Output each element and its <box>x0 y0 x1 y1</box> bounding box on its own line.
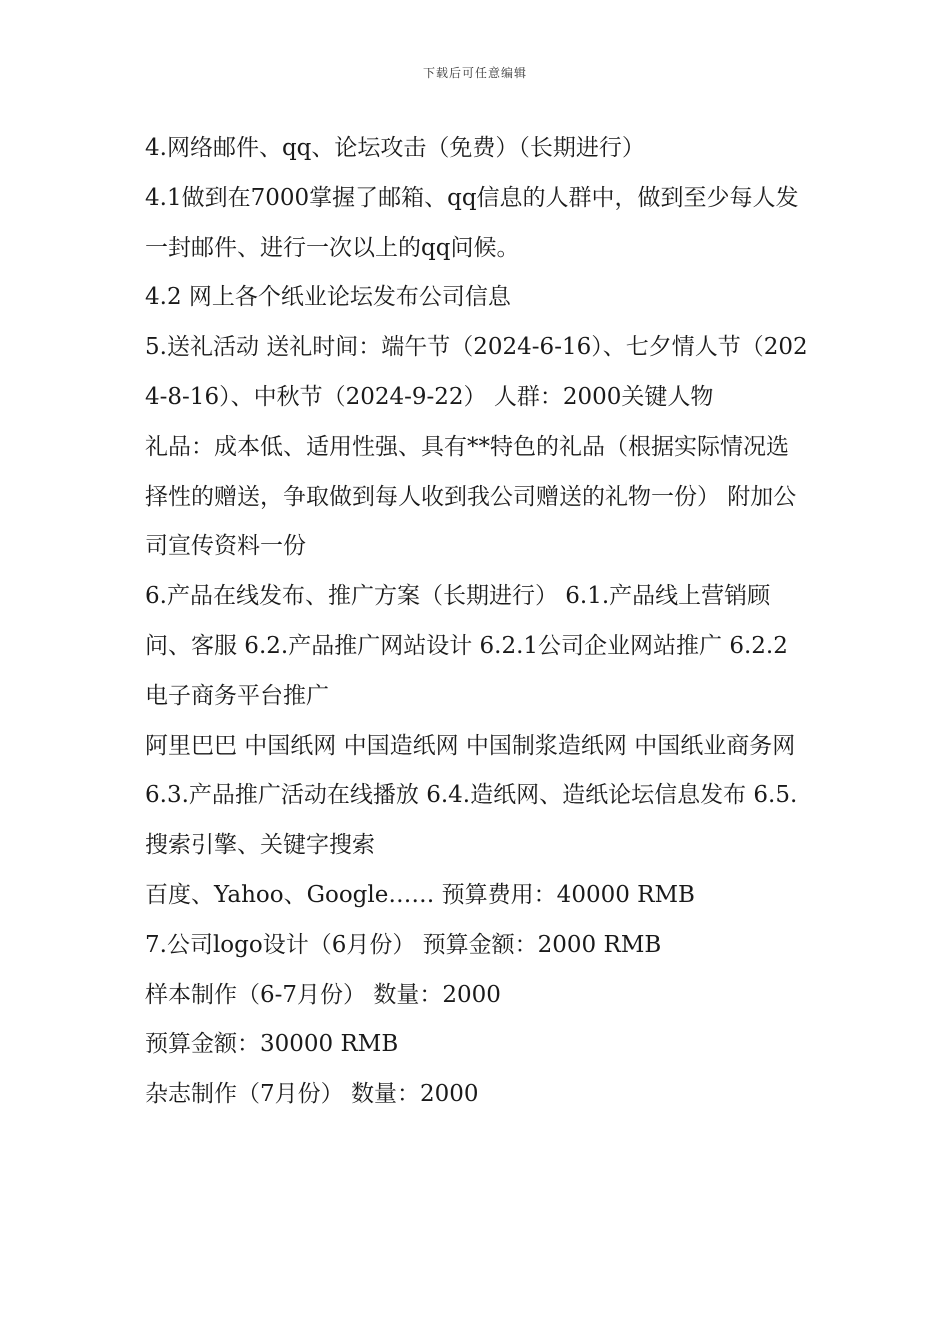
paragraph-magazine: 杂志制作（7月份） 数量：2000 <box>145 1081 479 1108</box>
paragraph-6-3: 6.3.产品推广活动在线播放 6.4.造纸网、造纸论坛信息发布 6.5.搜索引擎、关键字搜索 <box>145 782 798 859</box>
paragraph-platforms: 阿里巴巴 中国纸网 中国造纸网 中国制浆造纸网 中国纸业商务网 <box>145 732 796 759</box>
paragraph-gifts: 礼品：成本低、适用性强、具有**特色的礼品（根据实际情况选择性的赠送，争取做到每人收到我公司赠送的礼物一份） 附加公司宣传资料一份 <box>145 433 797 560</box>
page-header-note: 下载后可任意编辑 <box>422 66 527 80</box>
paragraph-samples-budget: 预算金额：30000 RMB <box>145 1031 399 1058</box>
paragraph-6: 6.产品在线发布、推广方案（长期进行） 6.1.产品线上营销顾问、客服 6.2.产品推广网站设计 6.2.1公司企业网站推广 6.2.2电子商务平台推广 <box>145 583 788 709</box>
document-body <box>145 124 810 1120</box>
paragraph-4-2: 4.2 网上各个纸业论坛发布公司信息 <box>145 284 511 311</box>
paragraph-4-1: 4.1做到在7000掌握了邮箱、qq信息的人群中，做到至少每人发一封邮件、进行一次以上的qq问候。 <box>145 184 799 261</box>
paragraph-4: 4.网络邮件、qq、论坛攻击（免费）（长期进行） <box>145 135 645 161</box>
paragraph-7-logo: 7.公司logo设计（6月份） 预算金额：2000 RMB <box>145 931 662 958</box>
paragraph-samples: 样本制作（6-7月份） 数量：2000 <box>145 981 501 1008</box>
paragraph-search-budget: 百度、Yahoo、Google…… 预算费用：40000 RMB <box>145 881 695 908</box>
paragraph-5: 5.送礼活动 送礼时间：端午节（2024-6-16）、七夕情人节（2024-8-16）、中秋节（2024-9-22） 人群：2000关键人物 <box>145 334 808 410</box>
